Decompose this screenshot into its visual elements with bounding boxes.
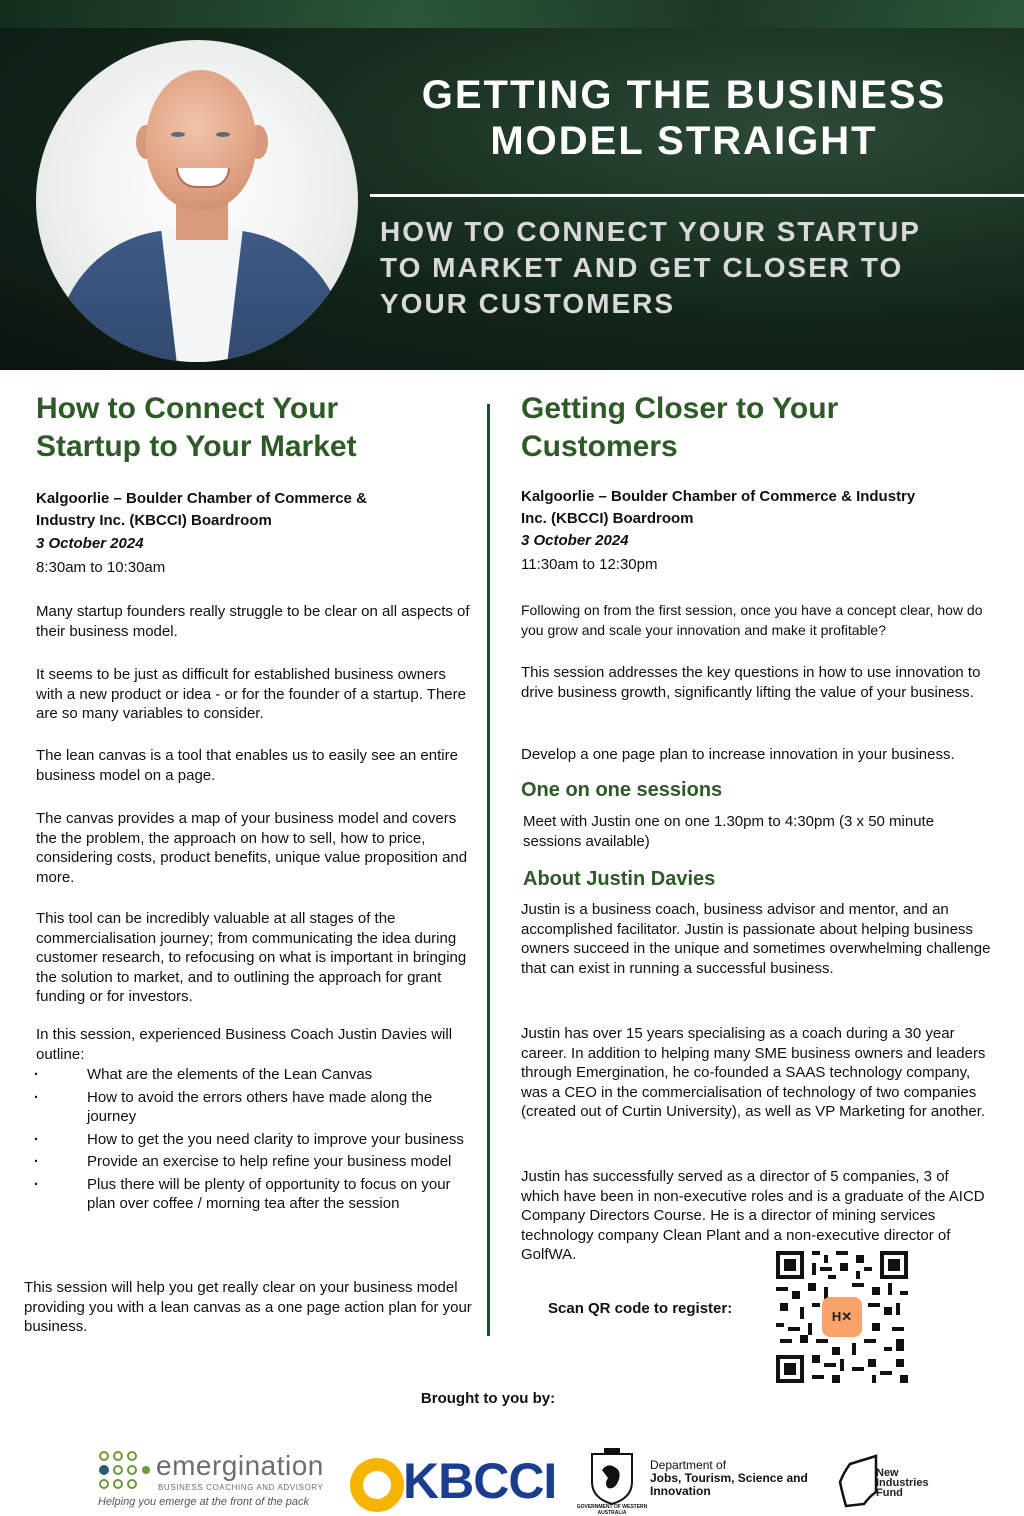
page-title xyxy=(364,72,1004,164)
left-closing: This session will help you get really clear on your business model providing you with a lean canvas as a one page action plan for your business. xyxy=(24,1279,472,1335)
left-heading-line-2: Startup to Your Market xyxy=(36,430,357,463)
right-heading-line-1: Getting Closer to Your xyxy=(521,392,839,425)
left-location-line-1: Kalgoorlie – Boulder Chamber of Commerce & xyxy=(36,490,367,507)
dept-line-1: Department of xyxy=(650,1458,727,1472)
register-qr-code[interactable] xyxy=(776,1251,908,1383)
left-para-5: This tool can be incredibly valuable at all stages of the commercialisation journey; from communicating the idea during customer research, to refocusing on what is important in bringing the solution to market, and to outlining the approach for grant funding or for investors. xyxy=(36,910,467,1005)
subtitle-line-2: TO MARKET AND GET CLOSER TO xyxy=(380,252,904,283)
title-line-1: GETTING THE BUSINESS xyxy=(421,73,947,117)
left-para-4: The canvas provides a map of your business model and covers the the problem, the approach on how to sell, how to price, considering costs, product benefits, unique value proposition and more. xyxy=(36,810,468,886)
left-location xyxy=(36,488,476,532)
outline-list xyxy=(34,1065,474,1217)
kbcci-ring-icon xyxy=(350,1458,404,1512)
wa-crest-icon xyxy=(586,1448,638,1506)
subtitle-line-3: YOUR CUSTOMERS xyxy=(380,288,676,319)
column-divider xyxy=(487,404,490,1336)
emergination-dots-icon xyxy=(96,1450,152,1490)
left-time: 8:30am to 10:30am xyxy=(36,559,166,576)
dept-line-2: Jobs, Tourism, Science and Innovation xyxy=(650,1471,808,1498)
list-item: · How to get the you need clarity to improve your business xyxy=(34,1130,474,1150)
list-item: · Plus there will be plenty of opportunity to focus on your plan over coffee / morning tea after the session xyxy=(34,1175,474,1214)
nif-logo-text: New Industries Fund xyxy=(876,1467,929,1499)
list-item: · How to avoid the errors others have made along the journey xyxy=(34,1088,474,1127)
wa-gov-label: GOVERNMENT OF WESTERN AUSTRALIA xyxy=(576,1504,648,1516)
one-on-one-heading: One on one sessions xyxy=(521,779,723,801)
right-heading xyxy=(521,390,1001,466)
header-banner xyxy=(0,0,1024,370)
right-location-line-2: Inc. (KBCCI) Boardroom xyxy=(521,510,694,527)
about-para-1: Justin is a business coach, business advisor and mentor, and an accomplished facilitator. Justin is passionate about helping business owners succeed in the unique and sometimes overwhelming challenge that can exist in running a successful business. xyxy=(521,901,991,977)
title-line-2: MODEL STRAIGHT xyxy=(490,119,878,163)
title-divider xyxy=(370,194,1024,197)
list-item: · Provide an exercise to help refine your business model xyxy=(34,1152,474,1172)
emergination-logo-sub: BUSINESS COACHING AND ADVISORY xyxy=(158,1483,324,1492)
left-date: 3 October 2024 xyxy=(36,535,144,552)
left-para-1: Many startup founders really struggle to be clear on all aspects of their business model. xyxy=(36,603,470,640)
right-heading-line-2: Customers xyxy=(521,430,678,463)
left-location-line-2: Industry Inc. (KBCCI) Boardroom xyxy=(36,512,272,529)
brought-by-label: Brought to you by: xyxy=(420,1390,556,1407)
one-on-one-text: Meet with Justin one on one 1.30pm to 4:30pm (3 x 50 minute sessions available) xyxy=(523,813,935,850)
qr-logo-badge: H✕ xyxy=(822,1297,862,1337)
right-location-line-1: Kalgoorlie – Boulder Chamber of Commerce & Industry xyxy=(521,488,916,505)
left-para-6: In this session, experienced Business Coach Justin Davies will outline: xyxy=(36,1026,453,1063)
about-para-3: Justin has successfully served as a director of 5 companies, 3 of which have been in non-executive roles and is a graduate of the AICD Company Directors Course. He is a director of mining services technology company Clean Plant and a non-executive director of GolfWA. xyxy=(521,1168,985,1263)
subtitle-line-1: HOW TO CONNECT YOUR STARTUP xyxy=(380,216,921,247)
scan-label: Scan QR code to register: xyxy=(548,1300,733,1317)
left-para-2: It seems to be just as difficult for established business owners with a new product or idea - or for the founder of a startup. There are so many variables to consider. xyxy=(36,666,466,722)
emergination-logo-name: emergination xyxy=(156,1450,324,1481)
list-item: · What are the elements of the Lean Canvas xyxy=(34,1065,474,1085)
right-para-1: Following on from the first session, once you have a concept clear, how do you grow and scale your innovation and make it profitable? xyxy=(521,602,983,638)
right-para-3: Develop a one page plan to increase innovation in your business. xyxy=(521,746,955,763)
header-top-band xyxy=(0,0,1024,28)
about-para-2: Justin has over 15 years specialising as a coach during a 30 year career. In addition to helping many SME business owners and leaders through Emergination, he co-founded a SAAS technology company, was a CEO in the commercialisation of technology of two companies (created out of Curtin University), as well as VP Marketing for another. xyxy=(521,1025,986,1120)
speaker-portrait xyxy=(36,40,358,362)
left-heading xyxy=(36,390,476,466)
about-heading: About Justin Davies xyxy=(523,868,716,890)
right-para-2: This session addresses the key questions in how to use innovation to drive business growth, significantly lifting the value of your business. xyxy=(521,664,981,701)
right-date: 3 October 2024 xyxy=(521,532,629,549)
right-time: 11:30am to 12:30pm xyxy=(521,556,658,573)
right-location xyxy=(521,486,1001,530)
kbcci-logo-text: KBCCI xyxy=(403,1453,557,1509)
page-subtitle xyxy=(380,214,1020,322)
left-para-3: The lean canvas is a tool that enables us to easily see an entire business model on a page. xyxy=(36,747,458,784)
left-heading-line-1: How to Connect Your xyxy=(36,392,339,425)
emergination-tagline: Helping you emerge at the front of the pack xyxy=(98,1496,309,1508)
